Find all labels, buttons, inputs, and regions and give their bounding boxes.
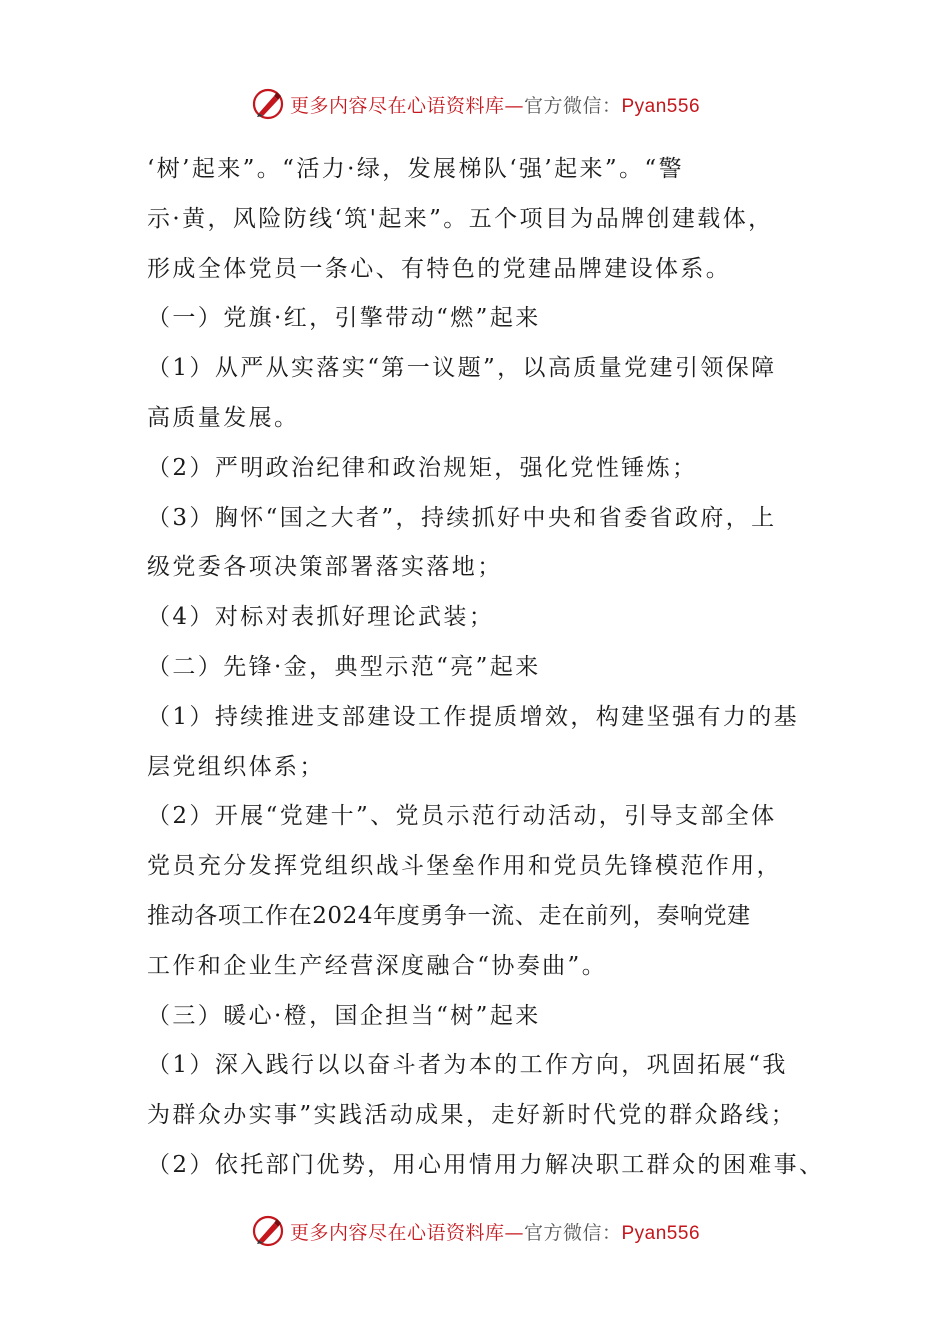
list-item: （3）胸怀“国之大者”，持续抓好中央和省委省政府，上 [147,504,777,531]
wechat-label: 官方微信： [523,1221,622,1244]
list-item: （1）从严从实落实“第一议题”，以高质量党建引领保障 [147,355,777,382]
header-banner-text [290,91,700,118]
document-body [147,145,825,1191]
text-line: 示·黄，风险防线‘筑'起来”。五个项目为品牌创建载体， [147,205,774,232]
banner-separator: — [504,1221,524,1244]
text-line: 层党组织体系； [147,753,325,780]
list-item: （1）深入践行以以奋斗者为本的工作方向，巩固拓展“我 [147,1052,788,1079]
list-item: （2）开展“党建十”、党员示范行动活动，引导支部全体 [147,803,777,830]
text-line: 党员充分发挥党组织战斗堡垒作用和党员先锋模范作用， [147,853,782,880]
list-item: （2）依托部门优势，用心用情用力解决职工群众的困难事、 [147,1151,825,1178]
pen-logo-icon [250,1213,286,1249]
section-heading: （一）党旗·红，引擎带动“燃”起来 [147,305,541,332]
wechat-id: Pyan556 [621,1222,701,1244]
text-line: 推动各项工作在2024年度勇争一流、走在前列，奏响党建 [147,902,751,929]
text-line: 级党委各项决策部署落实落地； [147,554,503,581]
list-item: （2）严明政治纪律和政治规矩，强化党性锤炼； [147,454,698,481]
site-name: 更多内容尽在心语资料库 [289,1221,505,1244]
section-heading: （三）暖心·橙，国企担当“树”起来 [147,1002,541,1029]
text-line: 工作和企业生产经营深度融合“协奏曲”。 [147,952,608,979]
site-name: 更多内容尽在心语资料库 [289,94,505,117]
footer-banner [0,1211,950,1251]
text-line: ‘树’起来”。“活力·绿，发展梯队‘强’起来”。“警 [147,156,684,182]
header-banner [0,84,950,124]
list-item: （1）持续推进支部建设工作提质增效，构建坚强有力的基 [147,703,800,730]
text-line: 高质量发展。 [147,404,300,431]
pen-logo-icon [250,86,286,122]
text-line: 为群众办实事”实践活动成果，走好新时代党的群众路线； [147,1102,797,1129]
banner-separator: — [504,94,524,117]
footer-banner-text [290,1218,700,1245]
wechat-id: Pyan556 [621,95,701,117]
text-line: 形成全体党员一条心、有特色的党建品牌建设体系。 [147,255,732,282]
section-heading: （二）先锋·金，典型示范“亮”起来 [147,653,541,680]
list-item: （4）对标对表抓好理论武装； [147,604,495,631]
wechat-label: 官方微信： [523,94,622,117]
